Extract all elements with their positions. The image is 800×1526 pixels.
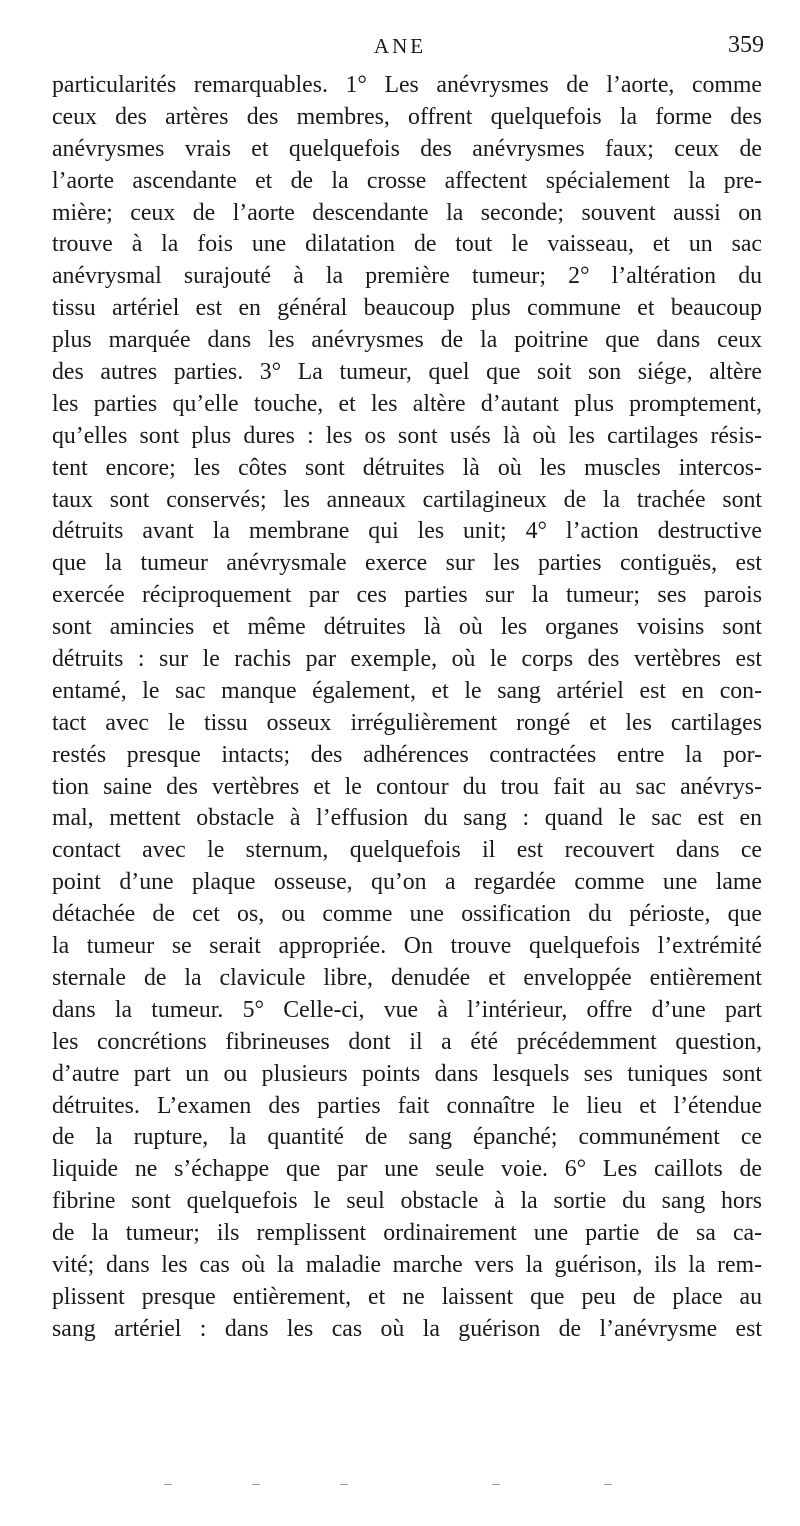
text-line: vité; dans les cas où la maladie marche vers la guérison, ils la rem- bbox=[52, 1251, 762, 1278]
footer-mark bbox=[604, 1484, 612, 1485]
text-line: point d’une plaque osseuse, qu’on a regardée comme une lame bbox=[52, 869, 762, 896]
text-line: les parties qu’elle touche, et les altère d’autant plus promptement, bbox=[52, 390, 762, 417]
text-line: fibrine sont quelquefois le seul obstacle à la sortie du sang hors bbox=[52, 1188, 762, 1215]
text-line: plissent presque entièrement, et ne laissent que peu de place au bbox=[52, 1283, 762, 1310]
text-line: particularités remarquables. 1° Les anévrysmes de l’aorte, comme bbox=[52, 72, 762, 98]
text-line: mière; ceux de l’aorte descendante la seconde; souvent aussi on bbox=[52, 199, 762, 226]
text-line: ceux des artères des membres, offrent quelquefois la forme des bbox=[52, 103, 762, 130]
page-number: 359 bbox=[728, 32, 764, 58]
text-line: anévrysmal surajouté à la première tumeur; 2° l’altération du bbox=[52, 263, 762, 290]
text-line: sternale de la clavicule libre, denudée et enveloppée entièrement bbox=[52, 964, 762, 991]
text-line: tissu artériel est en général beaucoup plus commune et beaucoup bbox=[52, 295, 762, 322]
text-line: sang artériel : dans les cas où la guérison de l’anévrysme est bbox=[52, 1315, 762, 1342]
text-line: taux sont conservés; les anneaux cartilagineux de la trachée sont bbox=[52, 486, 762, 513]
running-head: ANE bbox=[373, 34, 427, 58]
footer-marks bbox=[0, 1484, 800, 1494]
text-line: que la tumeur anévrysmale exerce sur les parties contiguës, est bbox=[52, 550, 762, 577]
text-line: contact avec le sternum, quelquefois il est recouvert dans ce bbox=[52, 837, 762, 864]
text-line: dans la tumeur. 5° Celle-ci, vue à l’intérieur, offre d’une part bbox=[52, 996, 762, 1023]
footer-mark bbox=[252, 1484, 260, 1485]
text-line: tent encore; les côtes sont détruites là où les muscles intercos- bbox=[52, 454, 762, 481]
text-line: détruites. L’examen des parties fait connaître le lieu et l’étendue bbox=[52, 1092, 762, 1119]
page-header bbox=[0, 30, 800, 66]
footer-mark bbox=[340, 1484, 348, 1485]
text-line: de la tumeur; ils remplissent ordinairement une partie de sa ca- bbox=[52, 1220, 762, 1247]
text-line: trouve à la fois une dilatation de tout le vaisseau, et un sac bbox=[52, 231, 762, 258]
text-line: détachée de cet os, ou comme une ossification du périoste, que bbox=[52, 901, 762, 928]
text-line: anévrysmes vrais et quelquefois des anévrysmes faux; ceux de bbox=[52, 135, 762, 162]
text-line: la tumeur se serait appropriée. On trouve quelquefois l’extrémité bbox=[52, 933, 762, 960]
text-line: tion saine des vertèbres et le contour du trou fait au sac anévrys- bbox=[52, 773, 762, 800]
text-line: l’aorte ascendante et de la crosse affectent spécialement la pre- bbox=[52, 167, 762, 194]
footer-mark bbox=[164, 1484, 172, 1485]
body-text bbox=[52, 70, 762, 1346]
footer-mark bbox=[492, 1484, 500, 1485]
text-line: entamé, le sac manque également, et le sang artériel est en con- bbox=[52, 677, 762, 704]
text-line: mal, mettent obstacle à l’effusion du sang : quand le sac est en bbox=[52, 805, 762, 832]
text-line: liquide ne s’échappe que par une seule voie. 6° Les caillots de bbox=[52, 1156, 762, 1183]
text-line: détruits : sur le rachis par exemple, où le corps des vertèbres est bbox=[52, 646, 762, 673]
text-line: qu’elles sont plus dures : les os sont usés là où les cartilages résis- bbox=[52, 422, 762, 449]
text-line: restés presque intacts; des adhérences contractées entre la por- bbox=[52, 741, 762, 768]
text-line: détruits avant la membrane qui les unit; 4° l’action destructive bbox=[52, 518, 762, 545]
text-line: les concrétions fibrineuses dont il a été précédemment question, bbox=[52, 1028, 762, 1055]
text-line: plus marquée dans les anévrysmes de la poitrine que dans ceux bbox=[52, 327, 762, 354]
text-line: exercée réciproquement par ces parties sur la tumeur; ses parois bbox=[52, 582, 762, 609]
text-line: des autres parties. 3° La tumeur, quel que soit son siége, altère bbox=[52, 359, 762, 386]
text-line: de la rupture, la quantité de sang épanché; communément ce bbox=[52, 1124, 762, 1151]
text-line: tact avec le tissu osseux irrégulièrement rongé et les cartilages bbox=[52, 709, 762, 736]
text-line: d’autre part un ou plusieurs points dans lesquels ses tuniques sont bbox=[52, 1060, 762, 1087]
text-line: sont amincies et même détruites là où les organes voisins sont bbox=[52, 614, 762, 641]
